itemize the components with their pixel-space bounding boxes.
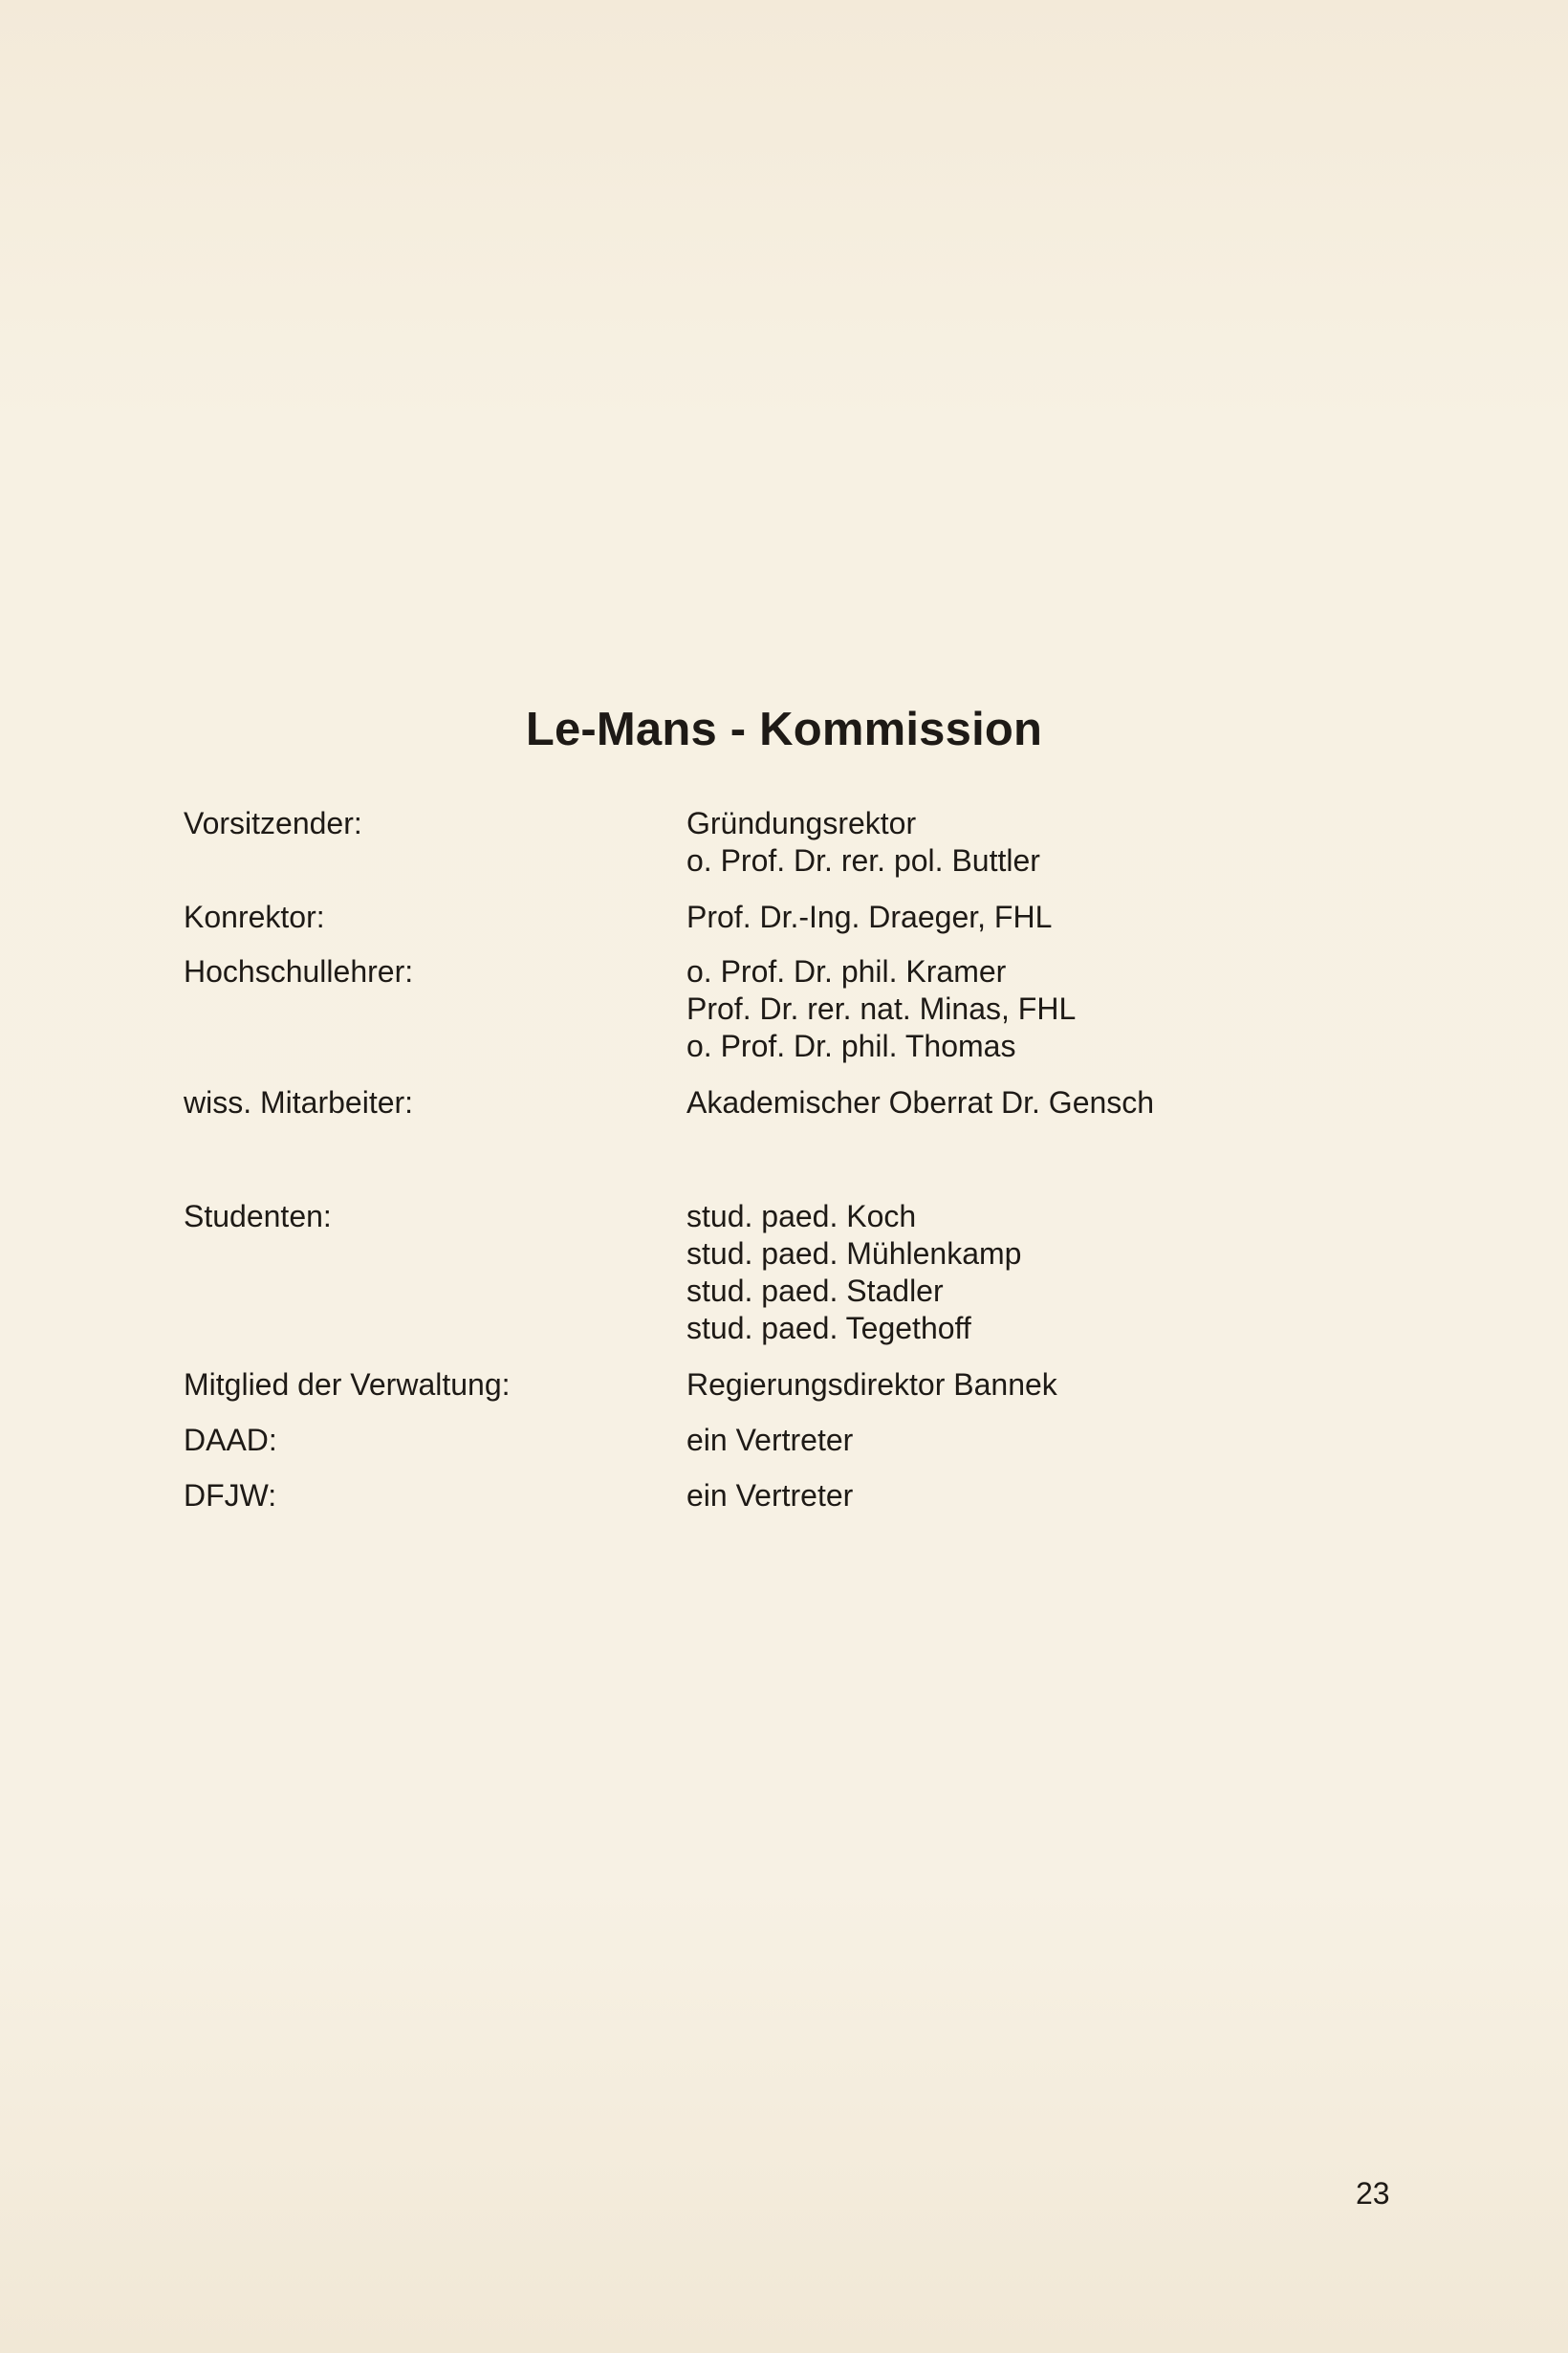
row-label: Studenten: <box>184 1199 332 1233</box>
member-row-daad <box>184 1422 1426 1459</box>
row-values <box>686 1422 853 1459</box>
row-value: stud. paed. Mühlenkamp <box>686 1236 1022 1271</box>
row-label: wiss. Mitarbeiter: <box>184 1085 414 1120</box>
member-row-wiss-mitarbeiter <box>184 1084 1426 1122</box>
row-label: Konrektor: <box>184 900 325 934</box>
row-value: Gründungsrektor <box>686 806 917 840</box>
row-value: Akademischer Oberrat Dr. Gensch <box>686 1085 1155 1120</box>
member-row-dfjw <box>184 1477 1426 1514</box>
member-row-vorsitzender <box>184 805 1426 880</box>
row-label: Mitglied der Verwaltung: <box>184 1367 511 1402</box>
member-row-verwaltung <box>184 1366 1426 1404</box>
row-value: o. Prof. Dr. rer. pol. Buttler <box>686 843 1040 878</box>
member-row-studenten <box>184 1198 1426 1347</box>
row-value: stud. paed. Stadler <box>686 1274 944 1308</box>
row-value: o. Prof. Dr. phil. Thomas <box>686 1029 1016 1063</box>
row-value: Prof. Dr.-Ing. Draeger, FHL <box>686 900 1053 934</box>
row-values <box>686 953 1076 1065</box>
row-values <box>686 1366 1057 1404</box>
row-values <box>686 1477 853 1514</box>
row-values <box>686 805 1040 880</box>
row-value: Regierungsdirektor Bannek <box>686 1367 1057 1402</box>
row-value: stud. paed. Tegethoff <box>686 1311 971 1345</box>
row-value: Prof. Dr. rer. nat. Minas, FHL <box>686 991 1077 1026</box>
member-row-hochschullehrer <box>184 953 1426 1065</box>
row-value: stud. paed. Koch <box>686 1199 917 1233</box>
row-label: DAAD: <box>184 1423 277 1457</box>
row-values <box>686 899 1052 936</box>
page-title: Le-Mans - Kommission <box>525 704 1043 755</box>
row-value: o. Prof. Dr. phil. Kramer <box>686 954 1007 989</box>
row-label: DFJW: <box>184 1478 277 1513</box>
row-values <box>686 1084 1154 1122</box>
member-row-konrektor <box>184 899 1426 936</box>
page-number: 23 <box>1356 2176 1390 2211</box>
row-value: ein Vertreter <box>686 1423 854 1457</box>
row-values <box>686 1198 1021 1347</box>
row-label: Vorsitzender: <box>184 806 362 840</box>
member-list <box>184 805 1426 1514</box>
row-label: Hochschullehrer: <box>184 954 414 989</box>
row-value: ein Vertreter <box>686 1478 854 1513</box>
